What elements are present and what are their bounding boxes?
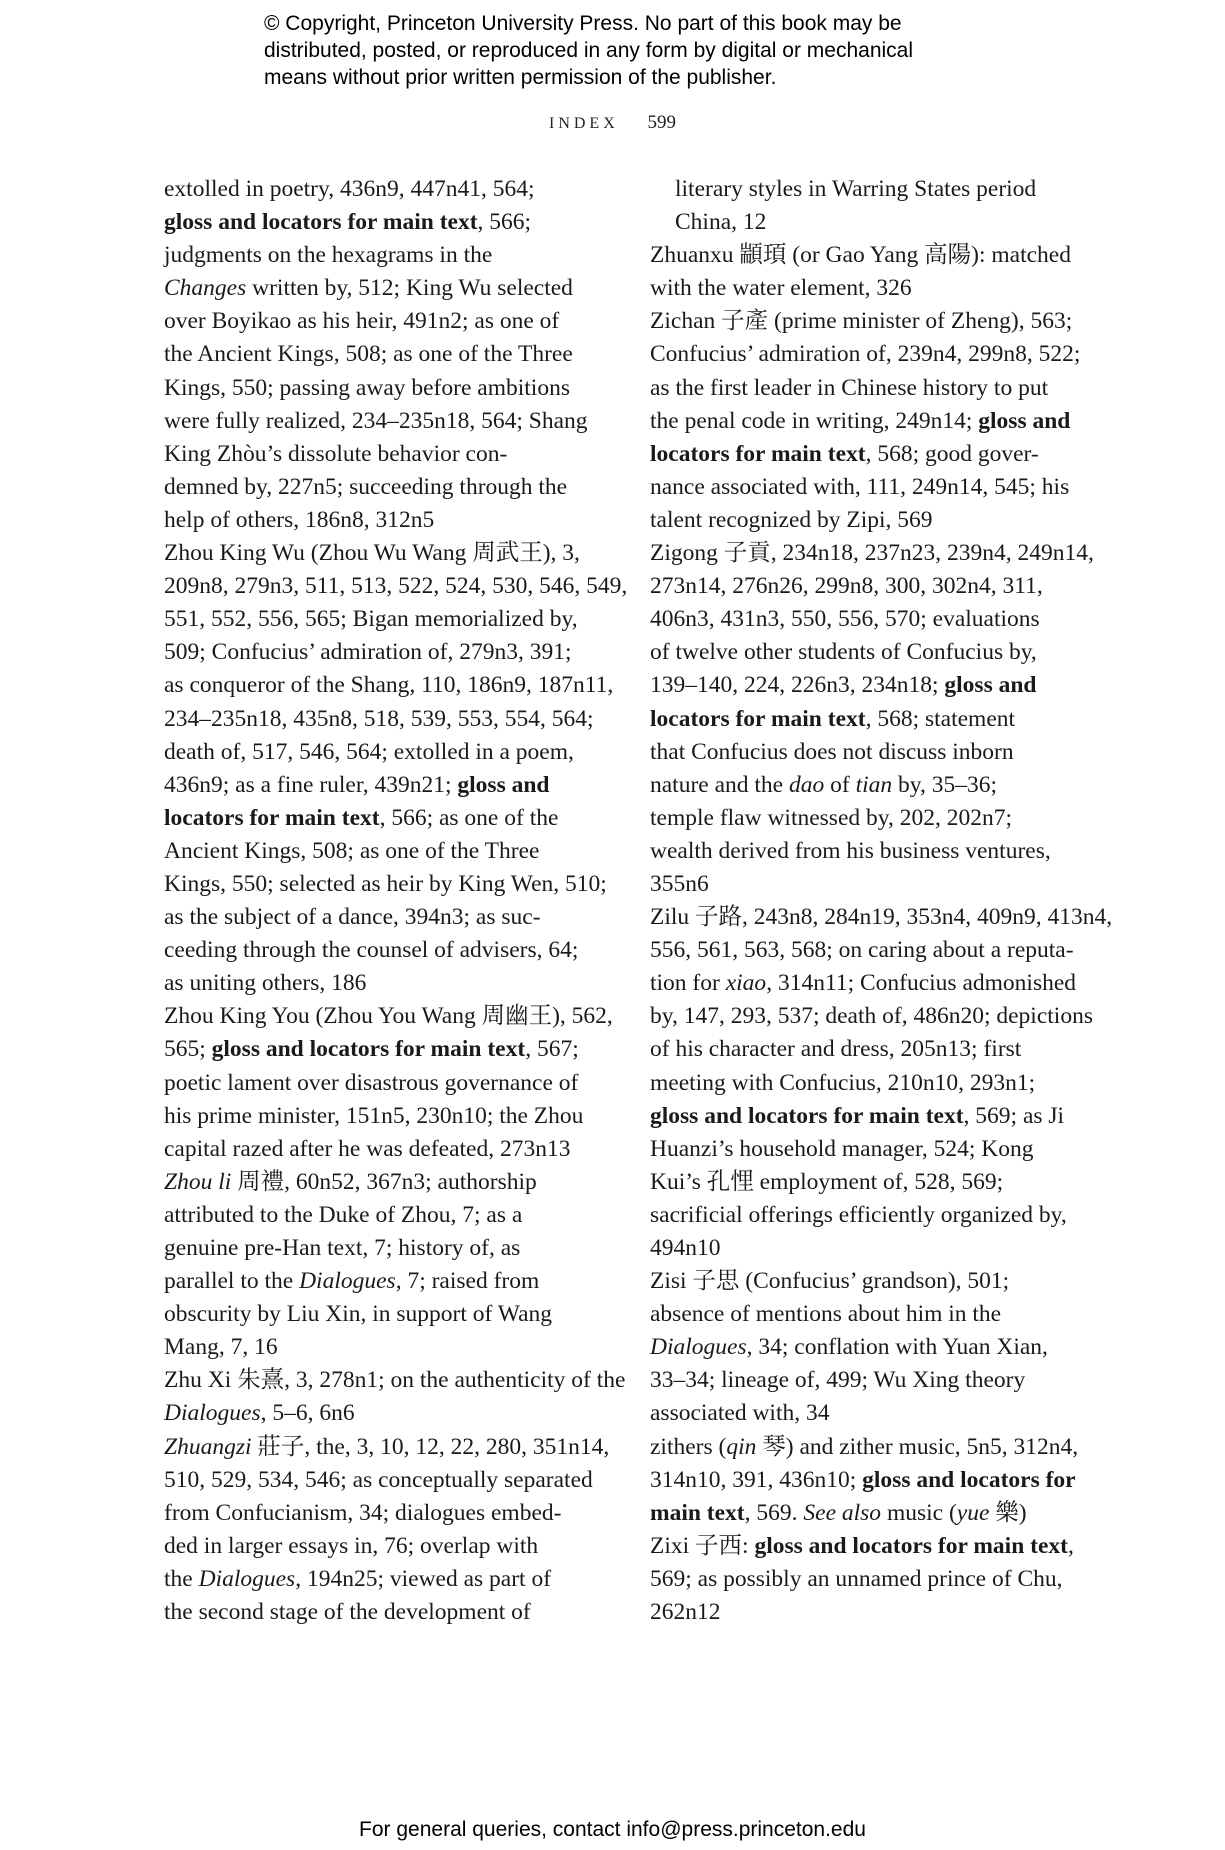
index-entry-line: literary styles in Warring States period xyxy=(675,176,1037,202)
index-entry-line: 355n6 xyxy=(650,870,709,897)
copyright-line: means without prior written permission of the publisher. xyxy=(264,66,777,89)
index-entry-line: ceeding through the counsel of advisers, 64; xyxy=(164,937,579,964)
index-entry-line: his prime minister, 151n5, 230n10; the Zhou xyxy=(164,1102,584,1129)
index-entry xyxy=(164,537,628,1000)
index-entry-line: Zhuangzi 莊子, the, 3, 10, 12, 22, 280, 351n14, xyxy=(164,1433,610,1460)
index-entry-line: Zhou King Wu (Zhou Wu Wang 周武王), 3, xyxy=(164,540,580,567)
index-entry-line: Kings, 550; passing away before ambitions xyxy=(164,374,570,401)
index-entry-line: locators for main text, 568; statement xyxy=(650,705,1016,732)
index-entry-line: Dialogues, 34; conflation with Yuan Xian, xyxy=(650,1334,1048,1361)
index-entry-line: extolled in poetry, 436n9, 447n41, 564; xyxy=(164,176,535,202)
index-entry-line: 510, 529, 534, 546; as conceptually separated xyxy=(164,1466,593,1493)
index-entry-line: the second stage of the development of xyxy=(164,1599,531,1626)
index-entry-line: genuine pre-Han text, 7; history of, as xyxy=(164,1235,521,1261)
index-entry xyxy=(650,305,1096,537)
index-entry-line: gloss and locators for main text, 566; xyxy=(164,209,532,236)
index-entry-line: main text, 569. See also music (yue 樂) xyxy=(650,1499,1027,1526)
index-entry-line: Kings, 550; selected as heir by King Wen, 510; xyxy=(164,870,607,897)
index-entry xyxy=(650,1431,1096,1530)
index-entry-line: associated with, 34 xyxy=(650,1400,830,1427)
index-entry-line: Zichan 子產 (prime minister of Zheng), 563; xyxy=(650,308,1073,335)
index-entry-line: zithers (qin 琴) and zither music, 5n5, 312n4, xyxy=(650,1433,1079,1460)
index-entry-line: help of others, 186n8, 312n5 xyxy=(164,506,435,533)
index-entry-line: talent recognized by Zipi, 569 xyxy=(650,506,933,533)
index-entry-line: tion for xiao, 314n11; Confucius admonished xyxy=(650,970,1077,997)
index-entry xyxy=(164,1431,611,1630)
index-entry-line: 494n10 xyxy=(650,1235,721,1261)
index-entry-line: were fully realized, 234–235n18, 564; Shang xyxy=(164,407,588,434)
page-number: 599 xyxy=(647,112,676,133)
index-entry-line: Zhu Xi 朱熹, 3, 278n1; on the authenticity of the xyxy=(164,1367,626,1394)
copyright-notice xyxy=(264,10,1024,91)
index-entry-line: 139–140, 224, 226n3, 234n18; gloss and xyxy=(650,672,1037,699)
index-entry-line: judgments on the hexagrams in the xyxy=(164,242,493,269)
index-entry-line: demned by, 227n5; succeeding through the xyxy=(164,473,568,500)
running-head xyxy=(0,112,1225,134)
index-entry xyxy=(164,1364,626,1430)
index-entry-line: Zhou li 周禮, 60n52, 367n3; authorship xyxy=(164,1168,537,1195)
index-entry-line: as conqueror of the Shang, 110, 186n9, 187n11, xyxy=(164,672,614,699)
index-entry-line: attributed to the Duke of Zhou, 7; as a xyxy=(164,1201,523,1228)
index-entry-line: from Confucianism, 34; dialogues embed- xyxy=(164,1499,562,1526)
index-entry-line: as the first leader in Chinese history to put xyxy=(650,374,1049,401)
index-entry-line: 314n10, 391, 436n10; gloss and locators for xyxy=(650,1466,1076,1493)
index-entry-line: meeting with Confucius, 210n10, 293n1; xyxy=(650,1069,1036,1096)
index-entry-line: Zigong 子貢, 234n18, 237n23, 239n4, 249n14, xyxy=(650,540,1094,567)
index-entry-line: Ancient Kings, 508; as one of the Three xyxy=(164,837,540,864)
index-entry-line: capital razed after he was defeated, 273n13 xyxy=(164,1135,571,1162)
index-entry-line: 234–235n18, 435n8, 518, 539, 553, 554, 564; xyxy=(164,705,594,732)
index-entry-line: Dialogues, 5–6, 6n6 xyxy=(164,1400,355,1427)
index-entry-line: as uniting others, 186 xyxy=(164,970,367,997)
index-entry-line: 209n8, 279n3, 511, 513, 522, 524, 530, 546, 549, xyxy=(164,573,628,600)
index-entry xyxy=(650,1530,1096,1629)
index-entry-line: temple flaw witnessed by, 202, 202n7; xyxy=(650,804,1013,831)
index-column-left xyxy=(164,173,628,1629)
index-entry-line: 509; Confucius’ admiration of, 279n3, 391; xyxy=(164,639,572,666)
index-entry-line: sacrificial offerings efficiently organized by, xyxy=(650,1201,1067,1228)
index-entry-line: the penal code in writing, 249n14; gloss and xyxy=(650,407,1071,434)
copyright-line: distributed, posted, or reproduced in any form by digital or mechanical xyxy=(264,39,914,62)
index-entry-line: absence of mentions about him in the xyxy=(650,1301,1002,1328)
index-entry-line: 273n14, 276n26, 299n8, 300, 302n4, 311, xyxy=(650,573,1043,600)
index-entry-line: parallel to the Dialogues, 7; raised from xyxy=(164,1268,540,1295)
index-entry-line: Zilu 子路, 243n8, 284n19, 353n4, 409n9, 413n4, xyxy=(650,904,1113,931)
index-entry-line: the Dialogues, 194n25; viewed as part of xyxy=(164,1565,552,1592)
index-entry-line: nance associated with, 111, 249n14, 545; his xyxy=(650,473,1070,500)
index-entry-line: King Zhòu’s dissolute behavior con- xyxy=(164,440,508,467)
index-entry-line: by, 147, 293, 537; death of, 486n20; depictions xyxy=(650,1003,1093,1030)
index-entry-line: locators for main text, 568; good gover- xyxy=(650,440,1039,467)
section-title: INDEX xyxy=(548,115,619,132)
index-entry xyxy=(164,1166,611,1365)
index-column-right xyxy=(650,173,1113,1629)
index-entry-line: 406n3, 431n3, 550, 556, 570; evaluations xyxy=(650,606,1040,633)
index-entry-line: Changes written by, 512; King Wu selected xyxy=(164,275,573,302)
index-entry-line: wealth derived from his business ventures, xyxy=(650,837,1051,864)
index-entry-line: 556, 561, 563, 568; on caring about a reputa- xyxy=(650,937,1074,964)
index-entry xyxy=(164,173,611,537)
index-entry-line: China, 12 xyxy=(675,209,767,236)
index-entry-line: nature and the dao of tian by, 35–36; xyxy=(650,771,998,798)
index-entry-line: 551, 552, 556, 565; Bigan memorialized by, xyxy=(164,606,578,633)
index-entry xyxy=(650,1265,1096,1430)
index-entry-line: Zhou King You (Zhou You Wang 周幽王), 562, xyxy=(164,1003,613,1030)
index-entry-line: poetic lament over disastrous governance of xyxy=(164,1069,579,1096)
index-entry-line: with the water element, 326 xyxy=(650,275,912,302)
index-entry-line: 436n9; as a fine ruler, 439n21; gloss and xyxy=(164,771,550,798)
index-entry-line: 565; gloss and locators for main text, 567; xyxy=(164,1036,579,1063)
index-entry-line: Kui’s 孔悝 employment of, 528, 569; xyxy=(650,1168,1004,1195)
index-entry xyxy=(650,239,1096,305)
index-entry-line: gloss and locators for main text, 569; as Ji xyxy=(650,1102,1065,1129)
index-entry-line: ded in larger essays in, 76; overlap with xyxy=(164,1532,539,1559)
index-entry-line: Zhuanxu 顓頊 (or Gao Yang 高陽): matched xyxy=(650,242,1071,269)
index-entry xyxy=(650,173,1096,239)
index-entry-line: Huanzi’s household manager, 524; Kong xyxy=(650,1135,1034,1162)
index-entry xyxy=(650,901,1113,1265)
index-entry-line: locators for main text, 566; as one of the xyxy=(164,804,559,831)
index-entry-line: 33–34; lineage of, 499; Wu Xing theory xyxy=(650,1367,1026,1394)
index-entry-line: that Confucius does not discuss inborn xyxy=(650,738,1014,765)
index-entry-line: Mang, 7, 16 xyxy=(164,1334,278,1361)
index-entry-line: of his character and dress, 205n13; first xyxy=(650,1036,1022,1063)
contact-footer: For general queries, contact info@press.princeton.edu xyxy=(359,1818,866,1841)
index-entry-line: 569; as possibly an unnamed prince of Chu, xyxy=(650,1565,1063,1592)
index-entry-line: Zixi 子西: gloss and locators for main text, xyxy=(650,1532,1074,1559)
index-entry xyxy=(164,1000,611,1165)
index-entry-line: death of, 517, 546, 564; extolled in a poem, xyxy=(164,738,574,765)
index-entry-line: of twelve other students of Confucius by, xyxy=(650,639,1037,666)
index-entry-line: 262n12 xyxy=(650,1599,721,1626)
index-entry-line: Confucius’ admiration of, 239n4, 299n8, 522; xyxy=(650,341,1081,368)
index-entry-line: obscurity by Liu Xin, in support of Wang xyxy=(164,1301,553,1328)
index-entry-line: over Boyikao as his heir, 491n2; as one of xyxy=(164,308,560,335)
index-entry-line: as the subject of a dance, 394n3; as suc- xyxy=(164,904,541,931)
copyright-line: © Copyright, Princeton University Press. No part of this book may be xyxy=(264,12,902,35)
index-entry xyxy=(650,537,1096,901)
index-entry-line: the Ancient Kings, 508; as one of the Three xyxy=(164,341,573,368)
index-entry-line: Zisi 子思 (Confucius’ grandson), 501; xyxy=(650,1268,1010,1295)
